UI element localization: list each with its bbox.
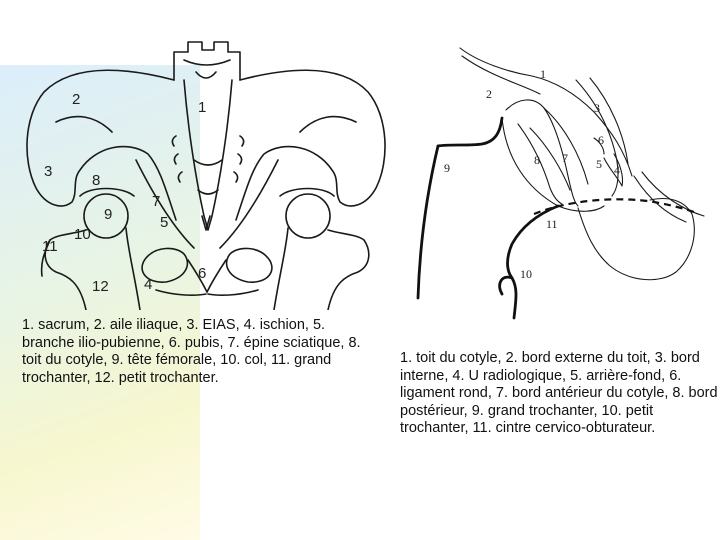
hip-legend: 1. toit du cotyle, 2. bord externe du toit, 3. bord interne, 4. U radiologique, 5. arrière-fond, 6. ligament rond, 7. bord antérieur du cotyle, 8. bord postérieur, 9. grand trochanter, 10. petit trochanter, 11. cintre cervico-obturateur. (400, 350, 718, 436)
pelvis-label-11: 11 (42, 238, 58, 255)
pelvis-label-6: 6 (198, 265, 207, 282)
hip-label-1: 1 (540, 67, 546, 81)
pelvis-label-9: 9 (104, 206, 113, 223)
pelvis-label-7: 7 (152, 193, 161, 210)
pelvis-drawing (16, 20, 402, 310)
hip-label-2: 2 (486, 87, 492, 101)
hip-label-8: 8 (534, 153, 540, 167)
hip-label-4: 4 (614, 163, 620, 177)
pelvis-legend: 1. sacrum, 2. aile iliaque, 3. EIAS, 4. ischion, 5. branche ilio-pubienne, 6. pubis, 7. épine sciatique, 8. toit du cotyle, 9. tête fémorale, 10. col, 11. grand trochanter, 12. petit trochanter. (22, 317, 361, 386)
pelvis-label-3: 3 (44, 163, 53, 180)
hip-label-3: 3 (594, 101, 600, 115)
pelvis-label-1: 1 (198, 99, 207, 116)
pelvis-label-12: 12 (92, 278, 109, 295)
hip-label-10: 10 (520, 267, 532, 281)
hip-drawing (398, 38, 720, 340)
hip-label-5: 5 (596, 157, 602, 171)
pelvis-label-2: 2 (72, 91, 81, 108)
hip-label-6: 6 (598, 133, 604, 147)
hip-label-11: 11 (546, 217, 558, 231)
hip-label-9: 9 (444, 161, 450, 175)
pelvis-label-10: 10 (74, 226, 91, 243)
pelvis-label-8: 8 (92, 172, 101, 189)
pelvis-label-5: 5 (160, 214, 169, 231)
hip-label-7: 7 (562, 151, 568, 165)
pelvis-label-4: 4 (144, 276, 153, 293)
pelvis-figure (16, 20, 402, 310)
hip-figure (398, 38, 720, 340)
